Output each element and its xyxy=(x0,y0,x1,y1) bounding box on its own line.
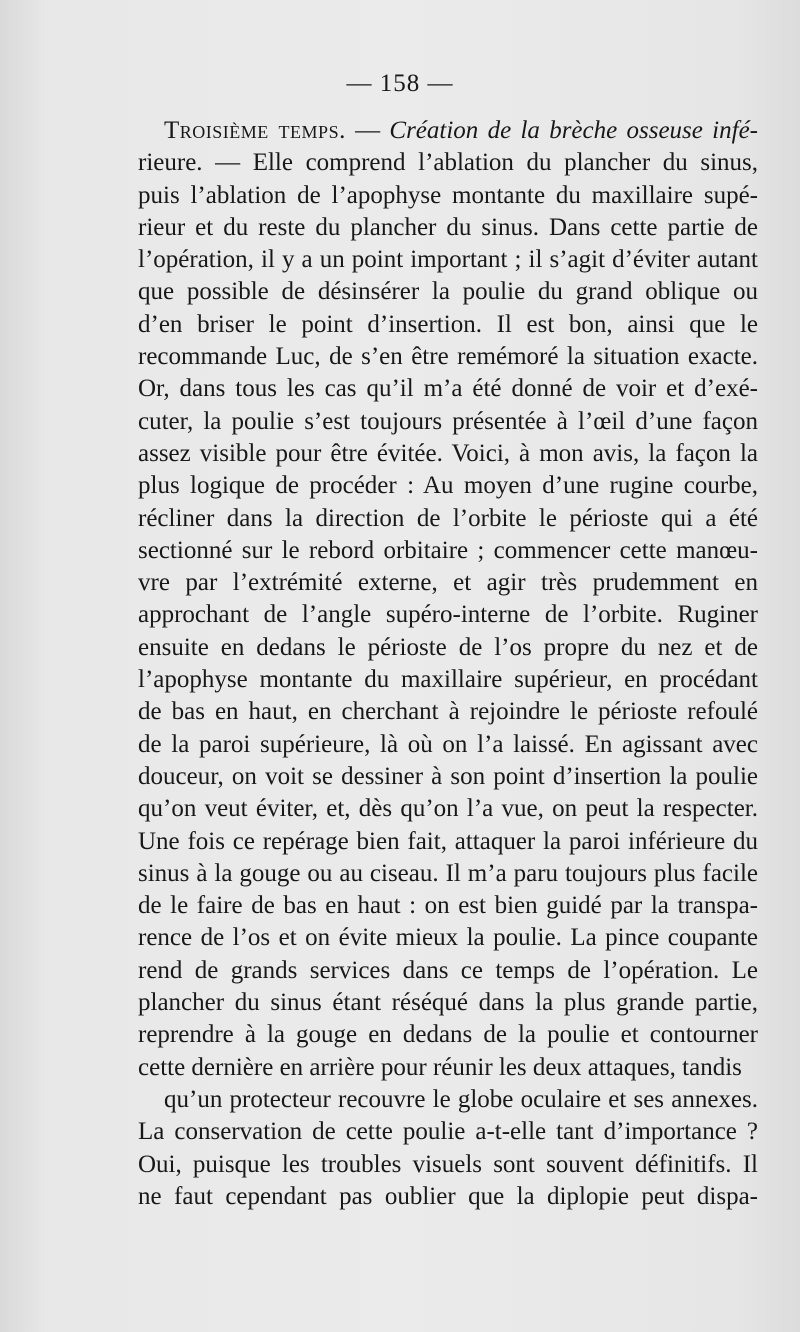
text-line: plus logique de procéder : Au moyen d’une rugine courbe, xyxy=(138,472,758,500)
text-line: ne faut cependant pas oublier que la diplopie peut dispa- xyxy=(138,1182,758,1210)
text-line: rieure. — Elle comprend l’ablation du plancher du sinus, xyxy=(138,149,758,177)
text-line: approchant de l’angle supéro-interne de l’orbite. Ruginer xyxy=(138,601,758,629)
text-line: sinus à la gouge ou au ciseau. Il m’a paru toujours plus facile xyxy=(138,859,758,887)
text-line: rieur et du reste du plancher du sinus. Dans cette partie de xyxy=(138,213,758,241)
text-line: qu’on veut éviter, et, dès qu’on l’a vue, on peut la respecter. xyxy=(138,795,758,823)
text-line: cette dernière en arrière pour réunir les deux attaques, tandis xyxy=(138,1053,742,1081)
text-line: Or, dans tous les cas qu’il m’a été donné de voir et d’exé- xyxy=(138,375,758,403)
text-line: vre par l’extrémité externe, et agir très prudemment en xyxy=(138,569,758,597)
text-line: ensuite en dedans le périoste de l’os propre du nez et de xyxy=(138,633,758,661)
text-line: sectionné sur le rebord orbitaire ; commencer cette manœu- xyxy=(138,536,758,564)
text-line: l’opération, il y a un point important ; il s’agit d’éviter autant xyxy=(138,246,758,274)
text-line: douceur, on voit se dessiner à son point d’insertion la poulie xyxy=(138,762,758,790)
page-number: — 158 — xyxy=(346,70,454,97)
text-line: l’apophyse montante du maxillaire supérieur, en procédant xyxy=(138,666,758,694)
text-line: cuter, la poulie s’est toujours présentée à l’œil d’une façon xyxy=(138,407,758,435)
body-text xyxy=(138,115,758,1213)
text-line: reprendre à la gouge en dedans de la poulie et contourner xyxy=(138,1021,758,1049)
text-line: La conservation de cette poulie a-t-elle tant d’importance ? xyxy=(138,1118,758,1146)
text-line: de la paroi supérieure, là où on l’a laissé. En agissant avec xyxy=(138,730,758,758)
text-line: de le faire de bas en haut : on est bien guidé par la transpa- xyxy=(138,892,758,920)
text-line: Une fois ce repérage bien fait, attaquer la paroi inférieure du xyxy=(138,827,758,855)
text-line: plancher du sinus étant réséqué dans la plus grande partie, xyxy=(138,989,758,1017)
section-heading-line: Troisième temps. — Création de la brèche osseuse infé- xyxy=(164,117,758,144)
text-line: qu’un protecteur recouvre le globe oculaire et ses annexes. xyxy=(164,1085,758,1113)
text-line: de bas en haut, en cherchant à rejoindre le périoste refoulé xyxy=(138,698,758,726)
text-line: recommande Luc, de s’en être remémoré la situation exacte. xyxy=(138,343,758,371)
text-line: puis l’ablation de l’apophyse montante du maxillaire supé- xyxy=(138,181,758,209)
text-line: que possible de désinsérer la poulie du grand oblique ou xyxy=(138,278,758,306)
text-line: rence de l’os et on évite mieux la poulie. La pince coupante xyxy=(138,924,758,952)
section-label: Troisième temps. xyxy=(164,117,346,144)
section-title: Création de la brèche osseuse infé- xyxy=(389,117,758,144)
text-line: assez visible pour être évitée. Voici, à mon avis, la façon la xyxy=(138,439,758,467)
text-line: rend de grands services dans ce temps de l’opération. Le xyxy=(138,956,758,984)
text-line: d’en briser le point d’insertion. Il est bon, ainsi que le xyxy=(138,310,758,338)
text-line: Oui, puisque les troubles visuels sont souvent définitifs. Il xyxy=(138,1150,758,1178)
text-line: récliner dans la direction de l’orbite le périoste qui a été xyxy=(138,504,758,532)
